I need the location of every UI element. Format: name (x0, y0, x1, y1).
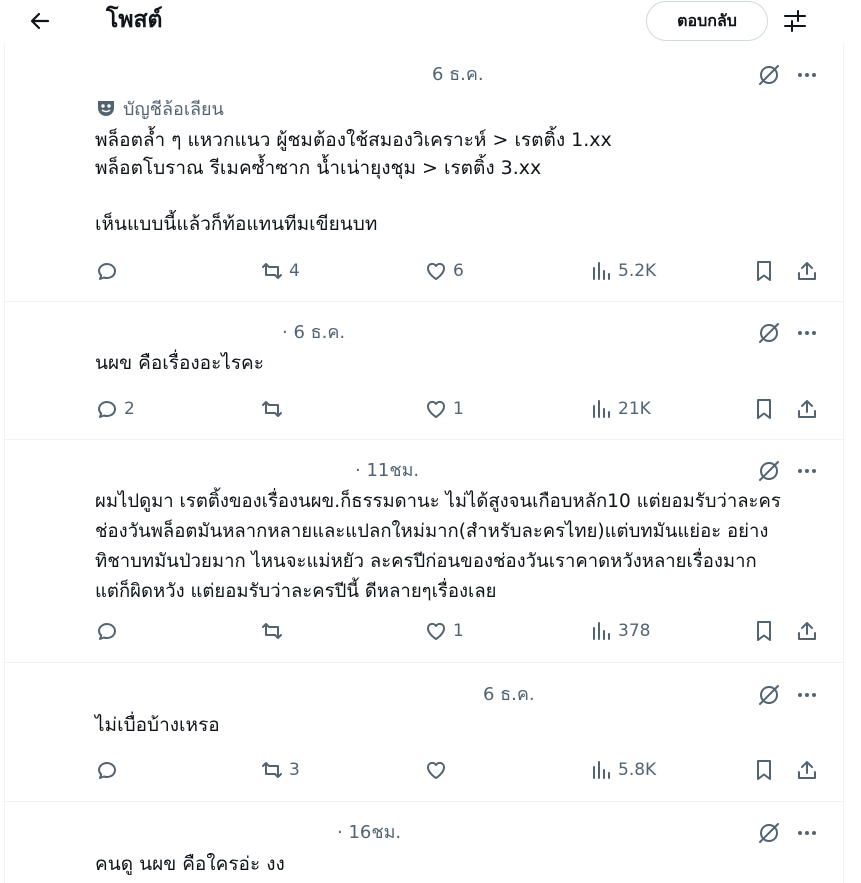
more-icon[interactable] (793, 319, 821, 347)
like-count: 1 (453, 399, 464, 419)
repost-icon (260, 758, 284, 782)
like-icon (424, 259, 448, 283)
bookmark-icon (752, 397, 776, 421)
more-icon[interactable] (793, 457, 821, 485)
parody-badge (95, 96, 224, 120)
more-icon[interactable] (793, 61, 821, 89)
bookmark-action[interactable] (752, 394, 776, 424)
repost-count: 4 (289, 261, 300, 281)
reply-icon (95, 397, 119, 421)
like-icon (424, 758, 448, 782)
like-action[interactable] (424, 616, 464, 646)
bookmark-icon (752, 758, 776, 782)
grok-icon[interactable] (755, 457, 783, 485)
repost-icon (260, 619, 284, 643)
sliders-icon (782, 8, 808, 34)
post-date[interactable]: 6 ธ.ค. (432, 64, 484, 85)
more-icon[interactable] (793, 819, 821, 847)
filter-button[interactable] (778, 4, 812, 38)
parody-label: บัญชีล้อเลียน (123, 98, 224, 120)
reply-action[interactable] (95, 755, 124, 785)
share-action[interactable] (795, 256, 819, 286)
share-icon (795, 619, 819, 643)
views-action[interactable] (589, 394, 651, 424)
like-icon (424, 619, 448, 643)
share-action[interactable] (795, 394, 819, 424)
post-date[interactable]: · 11ชม. (355, 460, 420, 481)
views-icon (589, 619, 613, 643)
post-date[interactable]: · 16ชม. (337, 822, 402, 843)
reply-icon (95, 259, 119, 283)
post-date[interactable]: · 6 ธ.ค. (282, 322, 346, 343)
page-edge (845, 0, 861, 883)
grok-icon[interactable] (755, 319, 783, 347)
share-action[interactable] (795, 755, 819, 785)
bookmark-icon (752, 259, 776, 283)
repost-count: 3 (289, 760, 300, 780)
post-actions (5, 755, 843, 785)
views-action[interactable] (589, 616, 650, 646)
back-button[interactable] (22, 3, 58, 39)
post-item[interactable] (5, 302, 843, 440)
post-date[interactable]: 6 ธ.ค. (483, 684, 535, 705)
reply-button[interactable]: ตอบกลับ (646, 1, 768, 41)
like-icon (424, 397, 448, 421)
bookmark-action[interactable] (752, 616, 776, 646)
post-actions (5, 616, 843, 646)
reply-action[interactable] (95, 256, 124, 286)
views-count: 378 (618, 621, 651, 641)
like-action[interactable] (424, 256, 464, 286)
reply-action[interactable] (95, 394, 135, 424)
views-count: 5.8K (618, 760, 657, 780)
views-count: 5.2K (618, 261, 657, 281)
views-action[interactable] (589, 256, 656, 286)
post-text: ผมไปดูมา เรตติ้งของเรื่องนผข.ก็ธรรมดานะ ไม่ได้สูงจนเกือบหลัก10 แต่ยอมรับว่าละคร ช่องวันพล็อตมันหลากหลายและแปลกใหม่มาก(สำหรับละครไทย)แต่บทมันแย่อะ อย่าง ทิชาบทมันป่วยมาก ไหนจะแม่หยัว ละครปีก่อนของช่องวันเราคาดหวังหลายเรื่องมาก แต่ก็ผิดหวัง แต่ยอมรับว่าละครปีนี้ ดีหลายๆเรื่องเลย (95, 491, 781, 602)
post-text: พล็อตล้ำ ๆ แหวกแนว ผู้ชมต้องใช้สมองวิเคราะห์ > เรตติ้ง 1.xx พล็อตโบราณ รีเมคซ้ำซาก น้ำเน่ายุงชุม > เรตติ้ง 3.xx เห็นแบบนี้แล้วก็ท้อแทนทีมเขียนบท (95, 129, 612, 235)
views-icon (589, 758, 613, 782)
bookmark-icon (752, 619, 776, 643)
post-text: ไม่เบื่อบ้างเหรอ (95, 714, 220, 736)
post-item[interactable] (5, 663, 843, 802)
share-action[interactable] (795, 616, 819, 646)
repost-action[interactable] (260, 755, 300, 785)
reply-icon (95, 758, 119, 782)
post-text: คนดู นผข คือใครอ่ะ งง (95, 853, 285, 875)
share-icon (795, 758, 819, 782)
views-icon (589, 259, 613, 283)
page-title: โพสต์ (106, 7, 163, 33)
views-count: 21K (618, 399, 651, 419)
like-action[interactable] (424, 394, 464, 424)
grok-icon[interactable] (755, 681, 783, 709)
like-count: 6 (453, 261, 464, 281)
like-action[interactable] (424, 755, 453, 785)
repost-action[interactable] (260, 616, 289, 646)
grok-icon[interactable] (755, 819, 783, 847)
post-item[interactable] (5, 802, 843, 883)
reply-action[interactable] (95, 616, 124, 646)
like-count: 1 (453, 621, 464, 641)
reply-count: 2 (124, 399, 135, 419)
reply-icon (95, 619, 119, 643)
post-actions (5, 394, 843, 424)
repost-icon (260, 259, 284, 283)
post-item[interactable] (5, 56, 843, 302)
views-icon (589, 397, 613, 421)
more-icon[interactable] (793, 681, 821, 709)
repost-action[interactable] (260, 394, 289, 424)
post-actions (5, 256, 843, 286)
grok-icon[interactable] (755, 61, 783, 89)
arrow-left-icon (28, 9, 52, 33)
bookmark-action[interactable] (752, 256, 776, 286)
page-header (0, 0, 861, 44)
post-item[interactable] (5, 440, 843, 663)
post-text: นผข คือเรื่องอะไรคะ (95, 352, 264, 374)
parody-mask-icon (95, 97, 117, 119)
share-icon (795, 397, 819, 421)
repost-action[interactable] (260, 256, 300, 286)
views-action[interactable] (589, 755, 656, 785)
bookmark-action[interactable] (752, 755, 776, 785)
repost-icon (260, 397, 284, 421)
share-icon (795, 259, 819, 283)
